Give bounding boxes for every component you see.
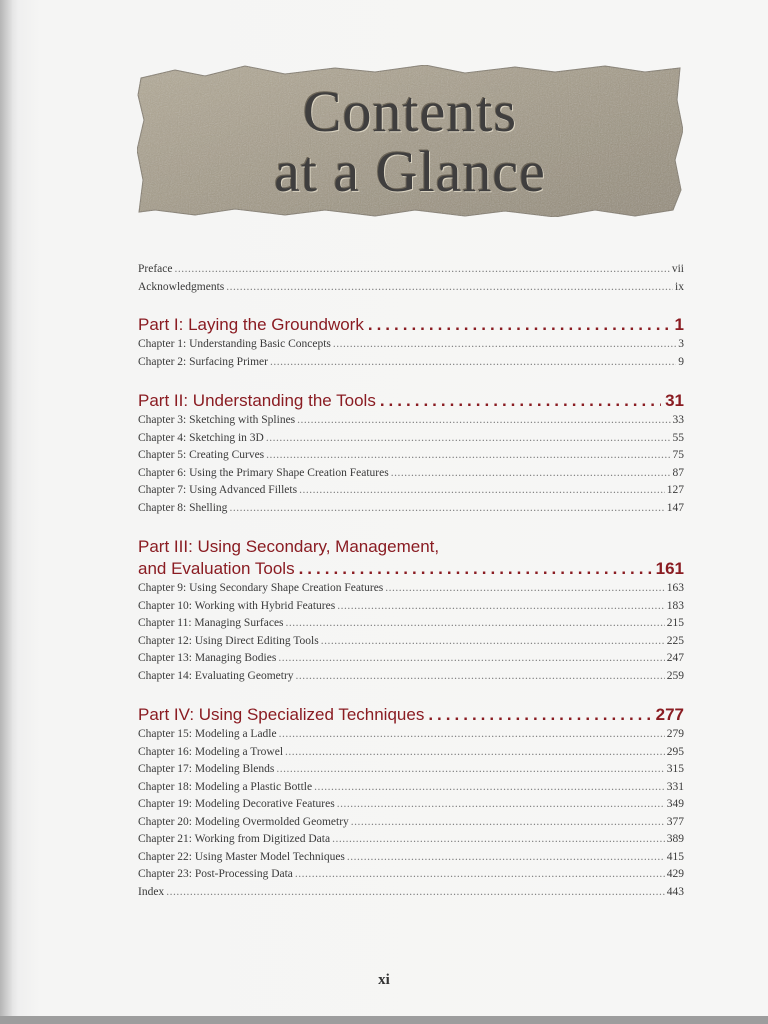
toc-entry-page: 247: [666, 652, 684, 664]
toc-entry[interactable]: [138, 465, 684, 483]
toc-entry-label: Acknowledgments: [138, 280, 225, 293]
leader-dots: [270, 354, 676, 372]
toc-entry[interactable]: [138, 430, 684, 448]
part-heading[interactable]: [138, 390, 684, 412]
toc-entry[interactable]: [138, 598, 684, 616]
leader-dots: [337, 598, 665, 616]
toc-entry-label: Chapter 18: Modeling a Plastic Bottle: [138, 780, 313, 793]
toc-entry[interactable]: [138, 866, 684, 884]
toc-entry-page: 147: [666, 501, 684, 514]
toc-entry-label: Chapter 22: Using Master Model Techniques: [138, 850, 345, 863]
toc-entry-page: 389: [666, 833, 684, 845]
leader-dots: [285, 744, 665, 762]
toc-entry[interactable]: [138, 849, 684, 867]
toc-entry-label: Chapter 4: Sketching in 3D: [138, 431, 264, 444]
toc-entry-label: Chapter 7: Using Advanced Fillets: [138, 484, 298, 496]
part-heading[interactable]: [138, 704, 684, 726]
toc-entry[interactable]: [138, 336, 684, 354]
toc-entry-page: 215: [666, 617, 684, 629]
toc-entry[interactable]: [138, 261, 684, 279]
leader-dots: [297, 412, 670, 430]
toc-entry[interactable]: [138, 726, 684, 744]
toc-entry-label: Chapter 14: Evaluating Geometry: [138, 669, 294, 682]
toc-entry-page: 443: [666, 885, 684, 898]
leader-dots: [276, 761, 664, 779]
toc-entry[interactable]: [138, 482, 684, 500]
leader-dots: [166, 884, 665, 902]
toc-entry[interactable]: [138, 779, 684, 797]
toc-entry-label: Chapter 21: Working from Digitized Data: [138, 833, 331, 845]
toc-entry-page: 163: [666, 582, 684, 594]
toc-entry-label: Chapter 10: Working with Hybrid Features: [138, 599, 336, 612]
part-heading[interactable]: [138, 314, 684, 336]
leader-dots: [368, 314, 671, 336]
leader-dots: [299, 558, 652, 580]
toc-entry-label: Chapter 3: Sketching with Splines: [138, 414, 296, 426]
toc-entry-page: 9: [678, 355, 684, 368]
toc-entry-label: Chapter 1: Understanding Basic Concepts: [138, 338, 331, 350]
part-section: [138, 314, 684, 371]
part-page: 31: [665, 391, 684, 410]
leader-dots: [391, 465, 671, 483]
toc-entry-page: 377: [666, 815, 684, 828]
part-title: Part IV: Using Specialized Techniques: [138, 705, 425, 724]
toc-entry-page: 259: [666, 669, 684, 682]
banner-title: [135, 79, 685, 204]
toc-entry-page: 183: [666, 599, 684, 612]
page-folio: xi: [378, 972, 390, 988]
toc-entry-page: 349: [666, 798, 684, 810]
toc-entry-label: Chapter 9: Using Secondary Shape Creation Features: [138, 582, 384, 594]
leader-dots: [229, 500, 664, 518]
leader-dots: [321, 633, 665, 651]
toc-entry[interactable]: [138, 354, 684, 372]
toc-entry-page: 87: [672, 466, 684, 479]
front-matter-list: [138, 261, 684, 296]
part-page: 161: [655, 559, 684, 578]
toc-entry-page: ix: [675, 280, 684, 293]
leader-dots: [279, 726, 665, 744]
toc-entry[interactable]: [138, 761, 684, 779]
toc-entry-label: Chapter 5: Creating Curves: [138, 449, 265, 461]
part-page: 277: [655, 705, 684, 724]
toc-entry[interactable]: [138, 796, 684, 814]
leader-dots: [385, 580, 664, 598]
banner-title-line2: at a Glance: [274, 139, 546, 204]
toc-entry[interactable]: [138, 447, 684, 465]
toc-entry-label: Chapter 8: Shelling: [138, 501, 228, 514]
toc-entry-page: 33: [672, 414, 684, 426]
toc-entry-label: Chapter 16: Modeling a Trowel: [138, 745, 284, 758]
toc-entry[interactable]: [138, 650, 684, 668]
toc-entry-page: 75: [672, 449, 684, 461]
toc-entry-page: 295: [666, 745, 684, 758]
toc-entry-label: Chapter 23: Post-Processing Data: [138, 868, 293, 880]
part-heading[interactable]: [138, 558, 684, 580]
banner-title-line1: Contents: [302, 79, 518, 144]
leader-dots: [174, 261, 669, 279]
toc-entry-label: Chapter 17: Modeling Blends: [138, 763, 275, 775]
toc-entry-page: 127: [666, 484, 684, 496]
toc-entry-page: 279: [666, 728, 684, 740]
toc-entry[interactable]: [138, 831, 684, 849]
toc-entry[interactable]: [138, 668, 684, 686]
part-title: Part I: Laying the Groundwork: [138, 315, 364, 334]
leader-dots: [295, 866, 665, 884]
leader-dots: [286, 615, 665, 633]
toc-entry-label: Chapter 11: Managing Surfaces: [138, 617, 284, 629]
toc-entry-page: 3: [678, 338, 684, 350]
leader-dots: [351, 814, 665, 832]
toc-entry-page: 225: [666, 634, 684, 647]
leader-dots: [226, 279, 673, 297]
toc-entry-page: vii: [671, 263, 684, 275]
toc-entry-label: Chapter 20: Modeling Overmolded Geometry: [138, 815, 349, 828]
toc-entry-label: Chapter 2: Surfacing Primer: [138, 355, 268, 368]
part-section: [138, 390, 684, 517]
leader-dots: [314, 779, 665, 797]
part-title: and Evaluation Tools: [138, 559, 295, 578]
leader-dots: [266, 430, 671, 448]
leader-dots: [299, 482, 665, 500]
title-banner: [135, 60, 685, 220]
part-section: [138, 536, 684, 685]
leader-dots: [428, 704, 651, 726]
toc-entry-label: Chapter 15: Modeling a Ladle: [138, 728, 277, 740]
toc-entry[interactable]: [138, 412, 684, 430]
toc-entry-page: 415: [666, 850, 684, 863]
book-spine-shadow: [0, 0, 12, 1016]
toc-entry-label: Chapter 6: Using the Primary Shape Creation Features: [138, 466, 389, 479]
toc-entry[interactable]: [138, 884, 684, 902]
leader-dots: [332, 831, 665, 849]
leader-dots: [278, 650, 664, 668]
part-section: [138, 704, 684, 901]
toc-entry-label: Chapter 12: Using Direct Editing Tools: [138, 634, 319, 647]
leader-dots: [347, 849, 665, 867]
toc-entry[interactable]: [138, 814, 684, 832]
toc-entry-page: 429: [666, 868, 684, 880]
toc-entry[interactable]: [138, 633, 684, 651]
leader-dots: [266, 447, 670, 465]
toc-entry-page: 315: [666, 763, 684, 775]
toc-entry[interactable]: [138, 615, 684, 633]
part-title-line1[interactable]: Part III: Using Secondary, Management,: [138, 537, 440, 556]
toc-entry[interactable]: [138, 580, 684, 598]
toc-entry-label: Chapter 19: Modeling Decorative Features: [138, 798, 335, 810]
leader-dots: [337, 796, 665, 814]
toc-entry[interactable]: [138, 500, 684, 518]
part-title: Part II: Understanding the Tools: [138, 391, 376, 410]
toc-entry-label: Index: [138, 885, 165, 898]
leader-dots: [380, 390, 661, 412]
toc-entry[interactable]: [138, 279, 684, 297]
leader-dots: [296, 668, 665, 686]
part-page: 1: [674, 315, 684, 334]
page-bottom-edge: [0, 1016, 768, 1024]
toc-entry-page: 331: [666, 780, 684, 793]
toc-entry[interactable]: [138, 744, 684, 762]
leader-dots: [333, 336, 676, 354]
toc-entry-label: Chapter 13: Managing Bodies: [138, 652, 277, 664]
toc-entry-label: Preface: [138, 263, 173, 275]
toc-entry-page: 55: [672, 431, 684, 444]
